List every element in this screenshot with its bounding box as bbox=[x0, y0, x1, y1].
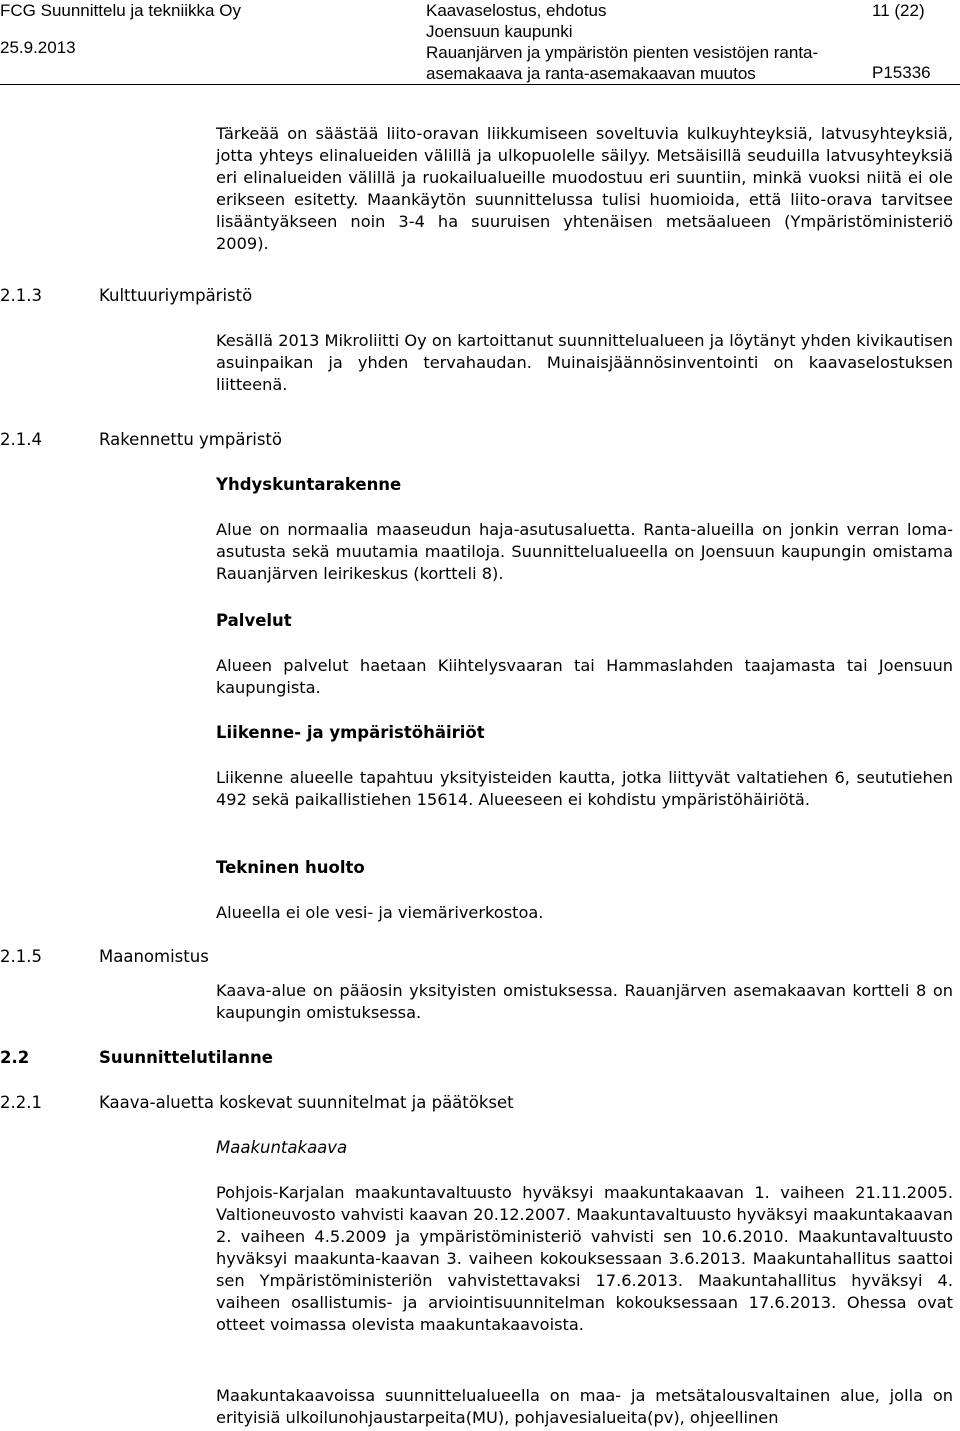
document-info bbox=[426, 0, 818, 84]
section-title-built-environment: Rakennettu ympäristö bbox=[99, 430, 282, 449]
page-number: 11 (22) bbox=[872, 1, 925, 20]
paragraph-text: Pohjois-Karjalan maakuntavaltuusto hyväksyi maakuntakaavan 1. vaiheen 21.11.2005. Valtioneuvosto vahvisti kaavan 20.12.2007. Maakuntavaltuusto hyväksyi maakuntakaavan 2. vaiheen 4.5.2009 ja ympäristöministeriö vahvisti sen 10.6.2010. Maakuntavaltuusto hyväksyi maakunta-kaavan 3. vaiheen kokouksessaan 3.6.2013. Maakuntahallitus saattoi sen Ympäristöministeriön vahvistettavaksi 17.6.2013. Maakuntahallitus hyväksyi 4. vaiheen osallistumis- ja arviointisuunnitelman kokouksessaan 17.6.2013. Ohessa ovat otteet voimassa olevista maakuntakaavoista. bbox=[216, 1183, 953, 1334]
section-title-planning-situation: Suunnittelutilanne bbox=[99, 1048, 273, 1067]
subheading-regional-plan: Maakuntakaava bbox=[216, 1138, 348, 1157]
section-title-ownership: Maanomistus bbox=[99, 947, 209, 966]
paragraph-text: Alueen palvelut haetaan Kiihtelysvaaran tai Hammaslahden taajamasta tai Joensuun kaupungista. bbox=[216, 656, 953, 697]
project-number: P15336 bbox=[872, 63, 931, 82]
document-type: Kaavaselostus, ehdotus bbox=[426, 1, 607, 20]
client-name: Joensuun kaupunki bbox=[426, 22, 573, 41]
company-name: FCG Suunnittelu ja tekniikka Oy bbox=[0, 1, 241, 20]
paragraph-traffic bbox=[216, 767, 953, 811]
paragraph-community-structure bbox=[216, 519, 953, 585]
header-divider bbox=[0, 84, 960, 85]
paragraph-text: Alueella ei ole vesi- ja viemäriverkostoa. bbox=[216, 903, 544, 922]
paragraph-text: Alue on normaalia maaseudun haja-asutusaluetta. Ranta-alueilla on jonkin verran loma-asutusta sekä muutamia maatiloja. Suunnittelualueella on Joensuun kaupungin omistama Rauanjärven leirikeskus (kortteli 8). bbox=[216, 520, 953, 583]
section-number-2-1-3: 2.1.3 bbox=[0, 286, 42, 305]
paragraph-services bbox=[216, 655, 953, 699]
paragraph-text: Kaava-alue on pääosin yksityisten omistuksessa. Rauanjärven asemakaavan kortteli 8 on kaupungin omistuksessa. bbox=[216, 981, 953, 1022]
paragraph-flying-squirrel bbox=[216, 123, 953, 255]
subheading-services: Palvelut bbox=[216, 611, 292, 630]
plan-name-line1: Rauanjärven ja ympäristön pienten vesistöjen ranta- bbox=[426, 43, 819, 62]
section-number-2-2: 2.2 bbox=[0, 1048, 30, 1067]
document-date: 25.9.2013 bbox=[0, 38, 76, 57]
paragraph-regional-plan bbox=[216, 1182, 953, 1336]
plan-name-line2: asemakaava ja ranta-asemakaavan muutos bbox=[426, 64, 756, 83]
paragraph-regional-plan-2 bbox=[216, 1385, 953, 1429]
section-title-culture: Kulttuuriympäristö bbox=[99, 286, 253, 305]
paragraph-text: Liikenne alueelle tapahtuu yksityisteiden kautta, jotka liittyvät valtatiehen 6, seututiehen 492 sekä paikallistiehen 15614. Alueeseen ei kohdistu ympäristöhäiriötä. bbox=[216, 768, 953, 809]
section-number-2-1-4: 2.1.4 bbox=[0, 430, 42, 449]
paragraph-text: Maakuntakaavoissa suunnittelualueella on maa- ja metsätalousvaltainen alue, jolla on erityisiä ulkoilunohjaustarpeita(MU), pohjavesialueita(pv), ohjeellinen bbox=[216, 1386, 953, 1427]
page-header bbox=[0, 0, 960, 84]
paragraph-utilities bbox=[216, 902, 953, 924]
section-number-2-2-1: 2.2.1 bbox=[0, 1093, 42, 1112]
subheading-community-structure: Yhdyskuntarakenne bbox=[216, 475, 402, 494]
subheading-utilities: Tekninen huolto bbox=[216, 858, 365, 877]
paragraph-ownership bbox=[216, 980, 953, 1024]
section-number-2-1-5: 2.1.5 bbox=[0, 947, 42, 966]
paragraph-culture bbox=[216, 330, 953, 396]
paragraph-text: Tärkeää on säästää liito-oravan liikkumiseen soveltuvia kulkuyhteyksiä, latvusyhteyksiä, jotta yhteys elinalueiden välillä ja ulkopuolelle säilyy. Metsäisillä seuduilla latvusyhteyksiä eri elinalueiden välillä ja ruokailualueille muodostuu eri suuntiin, minkä vuoksi niitä ei ole erikseen esitetty. Maankäytön suunnittelussa tulisi huomioida, että liito-orava tarvitsee lisääntyäkseen noin 3-4 ha suuruisen yhtenäisen metsäalueen (Ympäristöministeriö 2009). bbox=[216, 124, 953, 253]
subheading-traffic: Liikenne- ja ympäristöhäiriöt bbox=[216, 723, 485, 742]
section-title-plans-decisions: Kaava-aluetta koskevat suunnitelmat ja päätökset bbox=[99, 1093, 514, 1112]
paragraph-text: Kesällä 2013 Mikroliitti Oy on kartoittanut suunnittelualueen ja löytänyt yhden kivikautisen asuinpaikan ja yhden tervahaudan. Muinaisjäännösinventointi on kaavaselostuksen liitteenä. bbox=[216, 331, 953, 394]
